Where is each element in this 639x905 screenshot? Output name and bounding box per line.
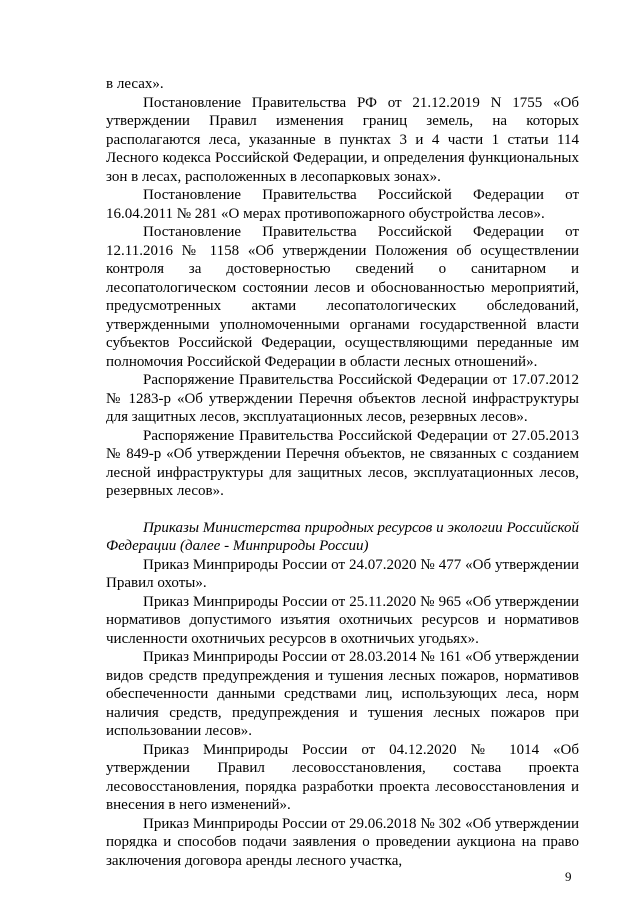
paragraph: Приказ Минприроды России от 04.12.2020 № 1014 «Об утверждении Правил лесовосстановления, состава проекта лесовосстановления, порядка разработки проекта лесовосстановления и внесения в него изменений». [106, 741, 579, 813]
section-gap [106, 501, 579, 519]
paragraph: Распоряжение Правительства Российской Федерации от 17.07.2012 № 1283-р «Об утверждении Перечня объектов лесной инфраструктуры для защитных лесов, эксплуатационных лесов, резервных лесов». [106, 372, 579, 425]
paragraph: Приказ Минприроды России от 24.07.2020 № 477 «Об утверждении Правил охоты». [106, 556, 579, 591]
paragraph: в лесах». [106, 76, 164, 92]
paragraph: Приказ Минприроды России от 25.11.2020 № 965 «Об утверждении нормативов допустимого изъятия охотничьих ресурсов и нормативов численности охотничьих ресурсов в охотничьих угодьях». [106, 593, 579, 647]
section-heading: Приказы Министерства природных ресурсов и экологии Российской Федерации (далее - Минприроды России) [106, 519, 579, 554]
paragraph: Распоряжение Правительства Российской Федерации от 27.05.2013 № 849-р «Об утверждении Перечня объектов, не связанных с созданием лесной инфраструктуры для защитных лесов, эксплуатационных лесов, резервных лесов». [106, 427, 579, 499]
page-number: 9 [565, 869, 572, 884]
document-body [106, 75, 579, 870]
paragraph: Постановление Правительства Российской Федерации от 12.11.2016 № 1158 «Об утверждении Положения об осуществлении контроля за достоверностью сведений о санитарном и лесопатологическом состоянии лесов и обоснованностью мероприятий, предусмотренных актами лесопатологических обследований, утвержденными уполномоченными органами государственной власти субъектов Российской Федерации, осуществляющими переданные им полномочия Российской Федерации в области лесных отношений». [106, 224, 579, 370]
paragraph: Приказ Минприроды России от 29.06.2018 № 302 «Об утверждении порядка и способов подачи заявления о проведении аукциона на право заключения договора аренды лесного участка, [106, 815, 579, 869]
paragraph: Постановление Правительства РФ от 21.12.2019 N 1755 «Об утверждении Правил изменения границ земель, на которых располагаются леса, указанные в пунктах 3 и 4 части 1 статьи 114 Лесного кодекса Российской Федерации, и определения функциональных зон в лесах, расположенных в лесопарковых зонах». [106, 94, 579, 185]
paragraph: Приказ Минприроды России от 28.03.2014 № 161 «Об утверждении видов средств предупреждения и тушения лесных пожаров, нормативов обеспеченности данными средствами лиц, использующих леса, норм наличия средств, предупреждения и тушения лесных пожаров при использовании лесов». [106, 649, 579, 739]
paragraph: Постановление Правительства Российской Федерации от 16.04.2011 № 281 «О мерах противопожарного обустройства лесов». [106, 187, 579, 222]
